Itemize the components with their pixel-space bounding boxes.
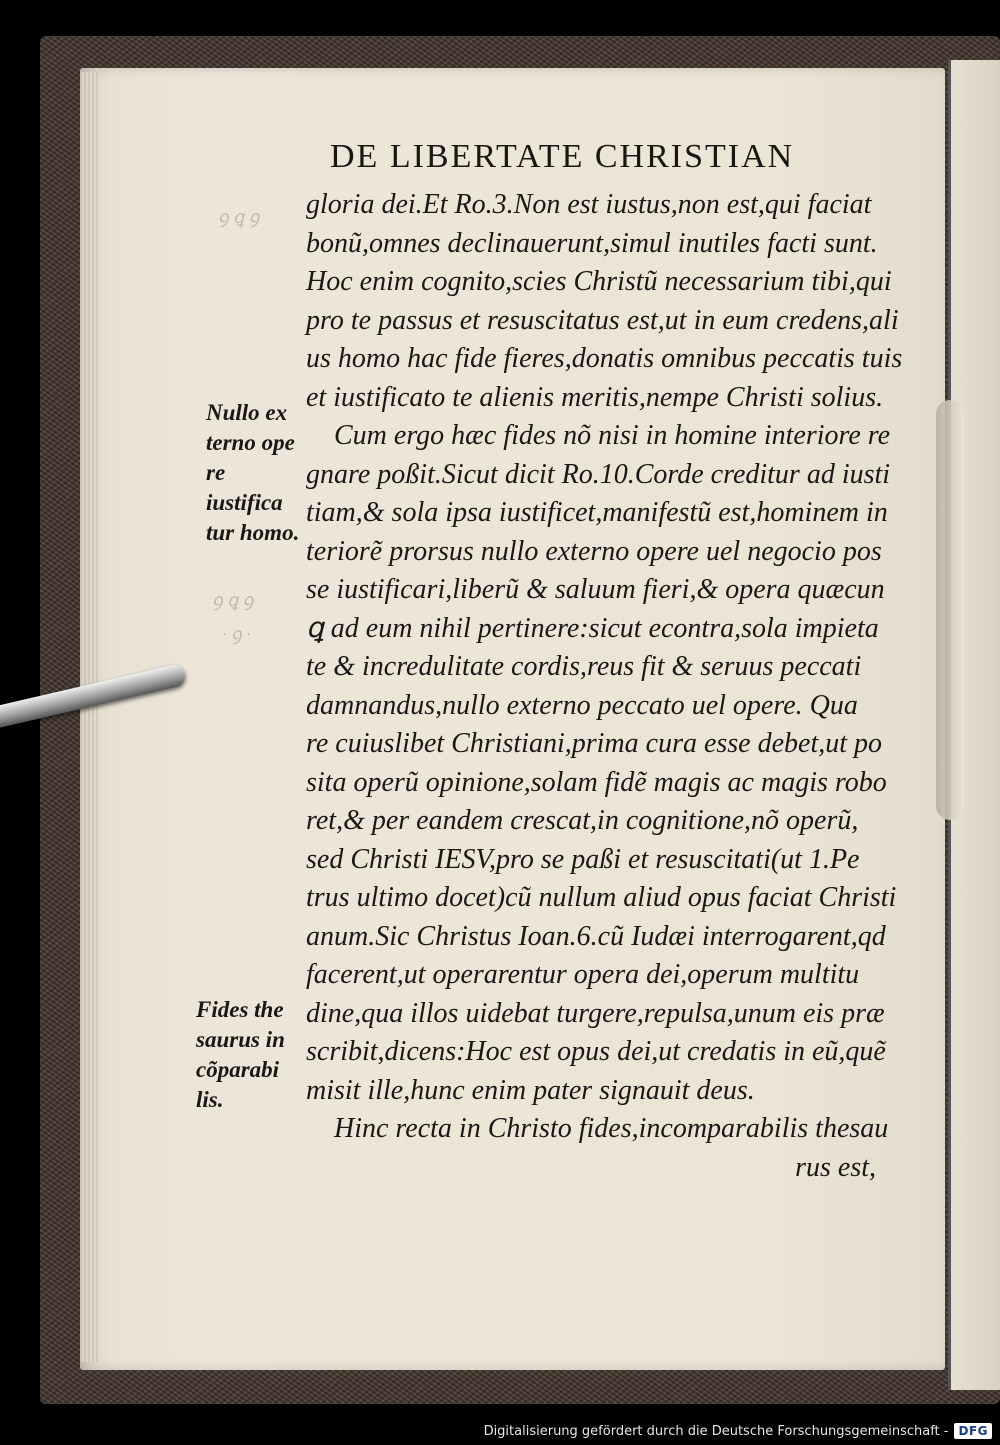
text-line: sed Christi IESV,pro se paßi et resuscitati(ut 1.Pe (306, 843, 860, 875)
marginal-note-line: re iustifica (206, 460, 283, 515)
marginal-note (206, 398, 306, 548)
bleed-through-mark: ꝯ ꝗ ꝯ (212, 590, 254, 610)
footer-credit: Digitalisierung gefördert durch die Deutsche Forschungsgemeinschaft - (483, 1423, 949, 1439)
text-line: anum.Sic Christus Ioan.6.cũ Iudæi interrogarent,qd (306, 920, 886, 952)
text-line: misit ille,hunc enim pater signauit deus. (306, 1074, 755, 1106)
text-line: rus est, (795, 1151, 876, 1183)
text-line: ꝗ ad eum nihil pertinere:sicut econtra,sola impieta (306, 612, 879, 644)
bleed-through-mark: ꝯ ꝗ ꝯ (218, 207, 260, 227)
marginal-note-line: saurus in (196, 1027, 285, 1052)
text-line: et iustificato te alienis meritis,nempe Christi solius. (306, 381, 884, 413)
text-line: damnandus,nullo externo peccato uel opere. Qua (306, 689, 858, 721)
marginal-note-line: terno ope (206, 430, 295, 455)
dfg-logo-icon: DFG (954, 1423, 992, 1439)
text-line: tiam,& sola ipsa iustificet,manifestũ est,hominem in (306, 497, 888, 528)
text-line: re cuiuslibet Christiani,prima cura esse debet,ut po (306, 728, 883, 759)
marginal-note (196, 995, 306, 1115)
text-line: teriorẽ prorsus nullo externo opere uel negocio pos (306, 535, 882, 567)
text-line: pro te passus et resuscitatus est,ut in eum credens,ali (306, 304, 899, 336)
text-line: trus ultimo docet)cũ nullum aliud opus faciat Christi (306, 882, 897, 913)
text-line: ret,& per eandem crescat,in cognitione,nõ operũ, (306, 805, 859, 836)
bleed-through-mark: · ꝯ · (222, 624, 251, 644)
body-text (306, 186, 903, 1187)
marginal-note-line: lis. (196, 1087, 224, 1112)
text-line: scribit,dicens:Hoc est opus dei,ut credatis in eũ,quẽ (306, 1036, 886, 1067)
text-line: us homo hac fide fieres,donatis omnibus peccatis tuis (306, 343, 903, 374)
page-stack-edges (80, 72, 98, 1362)
digitization-footer (484, 1421, 992, 1441)
text-line: dine,qua illos uidebat turgere,repulsa,unum eis præ (306, 997, 885, 1029)
text-line: Cum ergo hæc fides nõ nisi in homine interiore re (334, 420, 891, 451)
text-line: gloria dei.Et Ro.3.Non est iustus,non est,qui faciat (306, 189, 872, 220)
marginal-note-line: cõparabi (196, 1057, 280, 1082)
marginal-note-line: tur homo. (206, 520, 300, 545)
marginal-note-line: Nullo ex (206, 400, 288, 425)
text-line: sita operũ opinione,solam fidẽ magis ac magis robo (306, 766, 887, 798)
running-head: DE LIBERTATE CHRISTIAN (330, 138, 795, 175)
text-line: facerent,ut operarentur opera dei,operum multitu (306, 959, 860, 990)
text-line: se iustificari,liberũ & saluum fieri,& opera quæcun (306, 574, 885, 605)
text-line: bonũ,omnes declinauerunt,simul inutiles facti sunt. (306, 227, 878, 259)
text-line: Hoc enim cognito,scies Christũ necessarium tibi,qui (306, 266, 892, 297)
text-line: Hinc recta in Christo fides,incomparabilis thesau (334, 1113, 889, 1144)
text-line: te & incredulitate cordis,reus fit & seruus peccati (306, 651, 862, 682)
text-line: gnare poßit.Sicut dicit Ro.10.Corde creditur ad iusti (306, 458, 891, 490)
marginal-note-line: Fides the (196, 997, 284, 1022)
page-gutter-fold (936, 400, 964, 820)
